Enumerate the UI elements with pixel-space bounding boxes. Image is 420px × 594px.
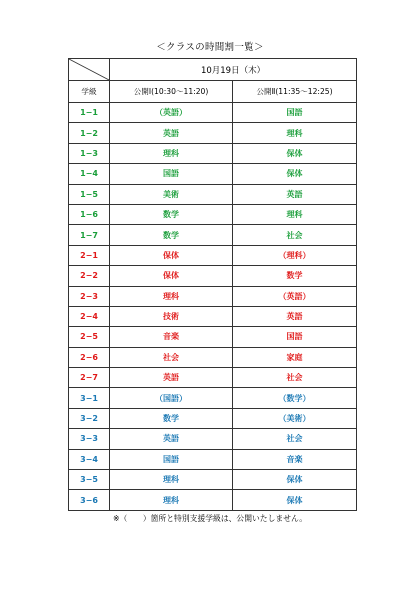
class-cell: 2−7 [69, 368, 110, 388]
period1-cell: 国語 [110, 449, 233, 469]
period1-cell: 技術 [110, 306, 233, 326]
table-row [69, 490, 357, 510]
class-cell: 3−3 [69, 429, 110, 449]
period1-cell: 英語 [110, 368, 233, 388]
class-cell: 2−1 [69, 245, 110, 265]
class-cell: 2−2 [69, 266, 110, 286]
table-row [69, 306, 357, 326]
period1-cell: 理科 [110, 286, 233, 306]
period2-cell: 家庭 [233, 347, 357, 367]
period1-cell: 社会 [110, 347, 233, 367]
period1-cell: 理科 [110, 490, 233, 510]
period1-cell: 音楽 [110, 327, 233, 347]
period2-cell: 保体 [233, 470, 357, 490]
schedule-body [69, 59, 357, 511]
table-row [69, 470, 357, 490]
header-row [69, 81, 357, 103]
period1-cell: 数学 [110, 204, 233, 224]
class-cell: 1−5 [69, 184, 110, 204]
period1-cell: 数学 [110, 225, 233, 245]
diagonal-line [69, 59, 109, 80]
period2-cell: 社会 [233, 429, 357, 449]
page-title: ＜クラスの時間割一覧＞ [156, 42, 264, 53]
table-row [69, 408, 357, 428]
period2-cell: 国語 [233, 327, 357, 347]
date-cell: 10月19日（木） [110, 59, 357, 81]
table-row [69, 429, 357, 449]
class-cell: 3−5 [69, 470, 110, 490]
period2-cell: 英語 [233, 306, 357, 326]
class-cell: 2−3 [69, 286, 110, 306]
class-cell: 1−4 [69, 164, 110, 184]
table-row [69, 388, 357, 408]
class-cell: 3−2 [69, 408, 110, 428]
table-row [69, 103, 357, 123]
period1-cell: （英語） [110, 103, 233, 123]
period1-cell: 美術 [110, 184, 233, 204]
class-cell: 3−4 [69, 449, 110, 469]
table-row [69, 164, 357, 184]
header-period2: 公開Ⅱ(11:35〜12:25) [233, 81, 357, 103]
period1-cell: 英語 [110, 429, 233, 449]
class-cell: 1−6 [69, 204, 110, 224]
period2-cell: 英語 [233, 184, 357, 204]
table-row [69, 143, 357, 163]
period2-cell: 社会 [233, 368, 357, 388]
header-class: 学級 [69, 81, 110, 103]
period2-cell: 社会 [233, 225, 357, 245]
period1-cell: 理科 [110, 470, 233, 490]
table-row [69, 184, 357, 204]
header-period1: 公開Ⅰ(10:30〜11:20) [110, 81, 233, 103]
table-row [69, 449, 357, 469]
period2-cell: 数学 [233, 266, 357, 286]
period2-cell: （理科） [233, 245, 357, 265]
table-row [69, 286, 357, 306]
class-cell: 1−7 [69, 225, 110, 245]
class-cell: 2−5 [69, 327, 110, 347]
footnote: ※（ ）箇所と特別支援学級は、公開いたしません。 [112, 514, 308, 523]
period2-cell: （英語） [233, 286, 357, 306]
period2-cell: 国語 [233, 103, 357, 123]
period2-cell: 保体 [233, 490, 357, 510]
period2-cell: 理科 [233, 123, 357, 143]
date-row [69, 59, 357, 81]
table-row [69, 347, 357, 367]
class-cell: 3−6 [69, 490, 110, 510]
period2-cell: （数学） [233, 388, 357, 408]
period2-cell: 保体 [233, 164, 357, 184]
period1-cell: 数学 [110, 408, 233, 428]
class-cell: 1−2 [69, 123, 110, 143]
period1-cell: 国語 [110, 164, 233, 184]
period2-cell: 保体 [233, 143, 357, 163]
period2-cell: （美術） [233, 408, 357, 428]
period1-cell: 保体 [110, 245, 233, 265]
period1-cell: 英語 [110, 123, 233, 143]
period1-cell: （国語） [110, 388, 233, 408]
table-row [69, 245, 357, 265]
period1-cell: 保体 [110, 266, 233, 286]
table-row [69, 204, 357, 224]
table-row [69, 368, 357, 388]
table-row [69, 266, 357, 286]
table-row [69, 225, 357, 245]
schedule-table [68, 58, 357, 511]
class-cell: 1−3 [69, 143, 110, 163]
class-cell: 2−6 [69, 347, 110, 367]
period1-cell: 理科 [110, 143, 233, 163]
class-cell: 3−1 [69, 388, 110, 408]
table-row [69, 123, 357, 143]
diagonal-corner-cell [69, 59, 110, 81]
class-cell: 1−1 [69, 103, 110, 123]
table-row [69, 327, 357, 347]
period2-cell: 音楽 [233, 449, 357, 469]
class-cell: 2−4 [69, 306, 110, 326]
period2-cell: 理科 [233, 204, 357, 224]
